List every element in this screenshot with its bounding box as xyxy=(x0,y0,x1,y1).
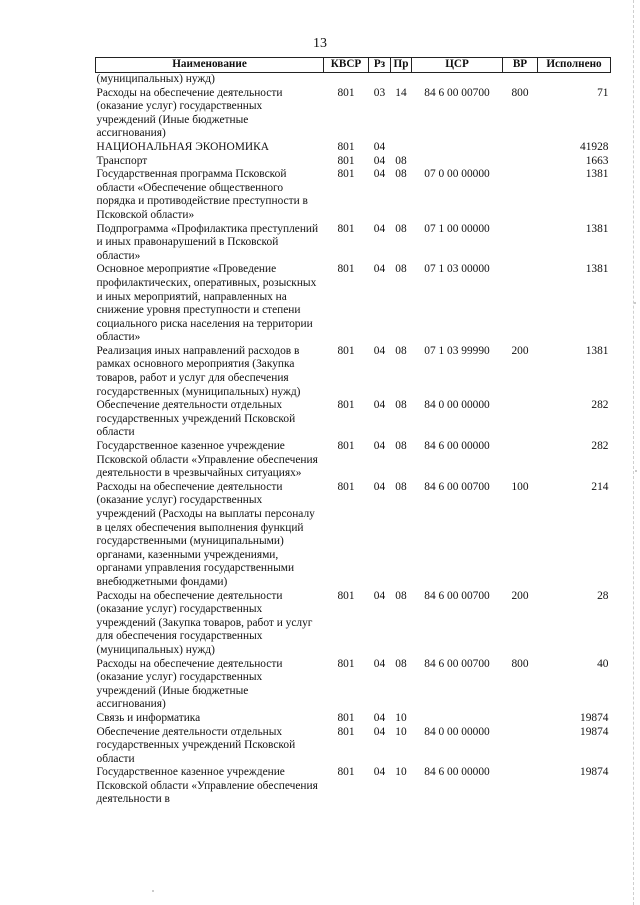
cell-kvsr: 801 xyxy=(337,766,355,779)
cell-pr: 08 xyxy=(395,154,407,167)
cell-name: Подпрограмма «Профилактика преступлений и иных правонарушений в Псковской области» xyxy=(96,222,319,262)
cell-pr: 08 xyxy=(395,344,407,357)
cell-csr: 84 6 00 00000 xyxy=(424,440,490,453)
cell-rz: 04 xyxy=(373,711,386,724)
cell-rz: 04 xyxy=(373,399,386,412)
cell-rz: 04 xyxy=(373,154,386,167)
cell-vr xyxy=(503,141,538,155)
cell-vr xyxy=(503,766,538,807)
cell-name: Расходы на обеспечение деятельности (оказание услуг) государственных учреждений (Расходы на выплаты персоналу в целях обеспечения выполнения функций государственными (муниципальными) органами, казенными учреждениями, органами управления государственными внебюджетными фондами) xyxy=(96,480,315,588)
header-done: Исполнено xyxy=(538,58,611,73)
cell-rz: 03 xyxy=(373,86,386,99)
cell-rz: 04 xyxy=(373,168,386,181)
cell-rz: 04 xyxy=(373,263,386,276)
table-row xyxy=(96,399,611,440)
cell-vr: 200 xyxy=(511,344,529,357)
table-row xyxy=(96,440,611,481)
cell-csr: 07 1 03 00000 xyxy=(424,263,490,276)
cell-amount: 214 xyxy=(591,480,609,493)
cell-csr xyxy=(412,712,503,726)
cell-pr: 08 xyxy=(395,222,407,235)
cell-pr: 08 xyxy=(395,440,407,453)
cell-name: Транспорт xyxy=(96,154,148,167)
cell-pr: 10 xyxy=(395,711,407,724)
table-row xyxy=(96,712,611,726)
cell-amount: 28 xyxy=(597,589,609,602)
cell-pr: 08 xyxy=(395,399,407,412)
cell-csr: 07 1 00 00000 xyxy=(424,222,490,235)
table-row xyxy=(96,345,611,399)
cell-name: Государственная программа Псковской области «Обеспечение общественного порядка и противодействие преступности в Псковской области» xyxy=(96,168,308,221)
cell-rz xyxy=(369,73,391,87)
cell-pr: 08 xyxy=(395,589,407,602)
cell-vr xyxy=(503,155,538,169)
cell-amount: 71 xyxy=(597,86,609,99)
cell-csr: 07 1 03 99990 xyxy=(424,344,490,357)
cell-rz: 04 xyxy=(373,140,386,153)
cell-vr: 100 xyxy=(511,480,529,493)
table-row xyxy=(96,73,611,87)
cell-name: Государственное казенное учреждение Псковской области «Управление обеспечения деятельности в xyxy=(96,766,318,806)
table-row xyxy=(96,141,611,155)
cell-vr xyxy=(503,73,538,87)
cell-pr: 08 xyxy=(395,480,407,493)
cell-vr xyxy=(503,726,538,767)
header-kvsr: КВСР xyxy=(324,58,369,73)
cell-kvsr: 801 xyxy=(337,168,355,181)
cell-pr xyxy=(391,141,412,155)
cell-name: НАЦИОНАЛЬНАЯ ЭКОНОМИКА xyxy=(96,140,269,153)
cell-kvsr: 801 xyxy=(337,399,355,412)
cell-amount xyxy=(538,73,611,87)
header-name: Наименование xyxy=(96,58,324,73)
cell-rz: 04 xyxy=(373,344,386,357)
cell-rz: 04 xyxy=(373,480,386,493)
cell-rz: 04 xyxy=(373,657,386,670)
cell-kvsr: 801 xyxy=(337,480,355,493)
cell-vr xyxy=(503,440,538,481)
cell-amount: 1381 xyxy=(585,222,609,235)
cell-kvsr: 801 xyxy=(337,657,355,670)
cell-amount: 19874 xyxy=(580,725,609,738)
cell-amount: 1381 xyxy=(585,263,609,276)
cell-vr xyxy=(503,399,538,440)
cell-rz: 04 xyxy=(373,589,386,602)
cell-name: Связь и информатика xyxy=(96,711,201,724)
cell-vr: 800 xyxy=(511,657,529,670)
table-header xyxy=(96,58,611,73)
table-row xyxy=(96,155,611,169)
scan-speck xyxy=(635,470,637,472)
cell-pr: 14 xyxy=(395,86,407,99)
cell-kvsr xyxy=(324,73,369,87)
table-row xyxy=(96,726,611,767)
cell-kvsr: 801 xyxy=(337,263,355,276)
scan-speck xyxy=(634,302,636,304)
cell-name: (муниципальных) нужд) xyxy=(96,73,215,85)
cell-pr: 08 xyxy=(395,263,407,276)
cell-name: Обеспечение деятельности отдельных государственных учреждений Псковской области xyxy=(96,399,296,439)
cell-kvsr: 801 xyxy=(337,589,355,602)
cell-vr xyxy=(503,168,538,222)
budget-table xyxy=(95,57,611,807)
cell-name: Реализация иных направлений расходов в рамках основного мероприятия (Закупка товаров, работ и услуг для обеспечения государственных (муниципальных) нужд) xyxy=(96,344,301,398)
cell-name: Расходы на обеспечение деятельности (оказание услуг) государственных учреждений (Закупка товаров, работ и услуг для обеспечения государственных (муниципальных) нужд) xyxy=(96,589,313,656)
table-row xyxy=(96,590,611,658)
cell-csr xyxy=(412,141,503,155)
cell-csr: 84 6 00 00700 xyxy=(424,86,490,99)
cell-csr xyxy=(412,155,503,169)
cell-rz: 04 xyxy=(373,725,386,738)
cell-pr: 08 xyxy=(395,168,407,181)
page-number: 13 xyxy=(313,36,327,51)
cell-name: Обеспечение деятельности отдельных государственных учреждений Псковской области xyxy=(96,725,296,765)
header-vr: ВР xyxy=(503,58,538,73)
scan-speck xyxy=(152,890,154,892)
cell-pr xyxy=(391,73,412,87)
table-row xyxy=(96,481,611,590)
cell-pr: 10 xyxy=(395,766,407,779)
cell-kvsr: 801 xyxy=(337,440,355,453)
cell-csr: 84 6 00 00700 xyxy=(424,589,490,602)
cell-csr: 84 0 00 00000 xyxy=(424,399,490,412)
cell-rz: 04 xyxy=(373,766,386,779)
cell-amount: 40 xyxy=(597,657,609,670)
cell-kvsr: 801 xyxy=(337,711,355,724)
cell-amount: 1381 xyxy=(585,168,609,181)
cell-vr xyxy=(503,223,538,264)
cell-csr: 84 6 00 00700 xyxy=(424,480,490,493)
cell-name: Основное мероприятие «Проведение профилактических, оперативных, розыскных и иных мероприятий, направленных на снижение уровня преступности и степени социального риска населения на территории области» xyxy=(96,263,317,344)
table-body xyxy=(96,73,611,808)
cell-name: Расходы на обеспечение деятельности (оказание услуг) государственных учреждений (Иные бюджетные ассигнования) xyxy=(96,657,283,711)
cell-csr: 07 0 00 00000 xyxy=(424,168,490,181)
table-row xyxy=(96,87,611,141)
cell-amount: 19874 xyxy=(580,766,609,779)
header-pr: Пр xyxy=(391,58,412,73)
cell-pr: 08 xyxy=(395,657,407,670)
cell-rz: 04 xyxy=(373,222,386,235)
table-row xyxy=(96,168,611,222)
cell-kvsr: 801 xyxy=(337,344,355,357)
table-row xyxy=(96,223,611,264)
cell-kvsr: 801 xyxy=(337,222,355,235)
cell-kvsr: 801 xyxy=(337,725,355,738)
table-row xyxy=(96,766,611,807)
cell-name: Расходы на обеспечение деятельности (оказание услуг) государственных учреждений (Иные бюджетные ассигнования) xyxy=(96,86,283,140)
cell-amount: 282 xyxy=(591,399,609,412)
cell-rz: 04 xyxy=(373,440,386,453)
cell-pr: 10 xyxy=(395,725,407,738)
cell-csr xyxy=(412,73,503,87)
scan-edge-line xyxy=(633,0,634,905)
cell-kvsr: 801 xyxy=(337,154,355,167)
cell-amount: 19874 xyxy=(580,711,609,724)
cell-vr xyxy=(503,263,538,345)
cell-csr: 84 0 00 00000 xyxy=(424,725,490,738)
table-row xyxy=(96,263,611,345)
cell-name: Государственное казенное учреждение Псковской области «Управление обеспечения деятельности в чрезвычайных ситуациях» xyxy=(96,440,318,480)
cell-kvsr: 801 xyxy=(337,86,355,99)
cell-amount: 41928 xyxy=(580,140,609,153)
cell-csr: 84 6 00 00000 xyxy=(424,766,490,779)
cell-kvsr: 801 xyxy=(337,140,355,153)
cell-vr: 200 xyxy=(511,589,529,602)
header-csr: ЦСР xyxy=(412,58,503,73)
cell-vr xyxy=(503,712,538,726)
cell-amount: 1381 xyxy=(585,344,609,357)
table-row xyxy=(96,658,611,712)
cell-amount: 1663 xyxy=(585,154,609,167)
header-rz: Рз xyxy=(369,58,391,73)
cell-csr: 84 6 00 00700 xyxy=(424,657,490,670)
cell-vr: 800 xyxy=(511,86,529,99)
cell-amount: 282 xyxy=(591,440,609,453)
